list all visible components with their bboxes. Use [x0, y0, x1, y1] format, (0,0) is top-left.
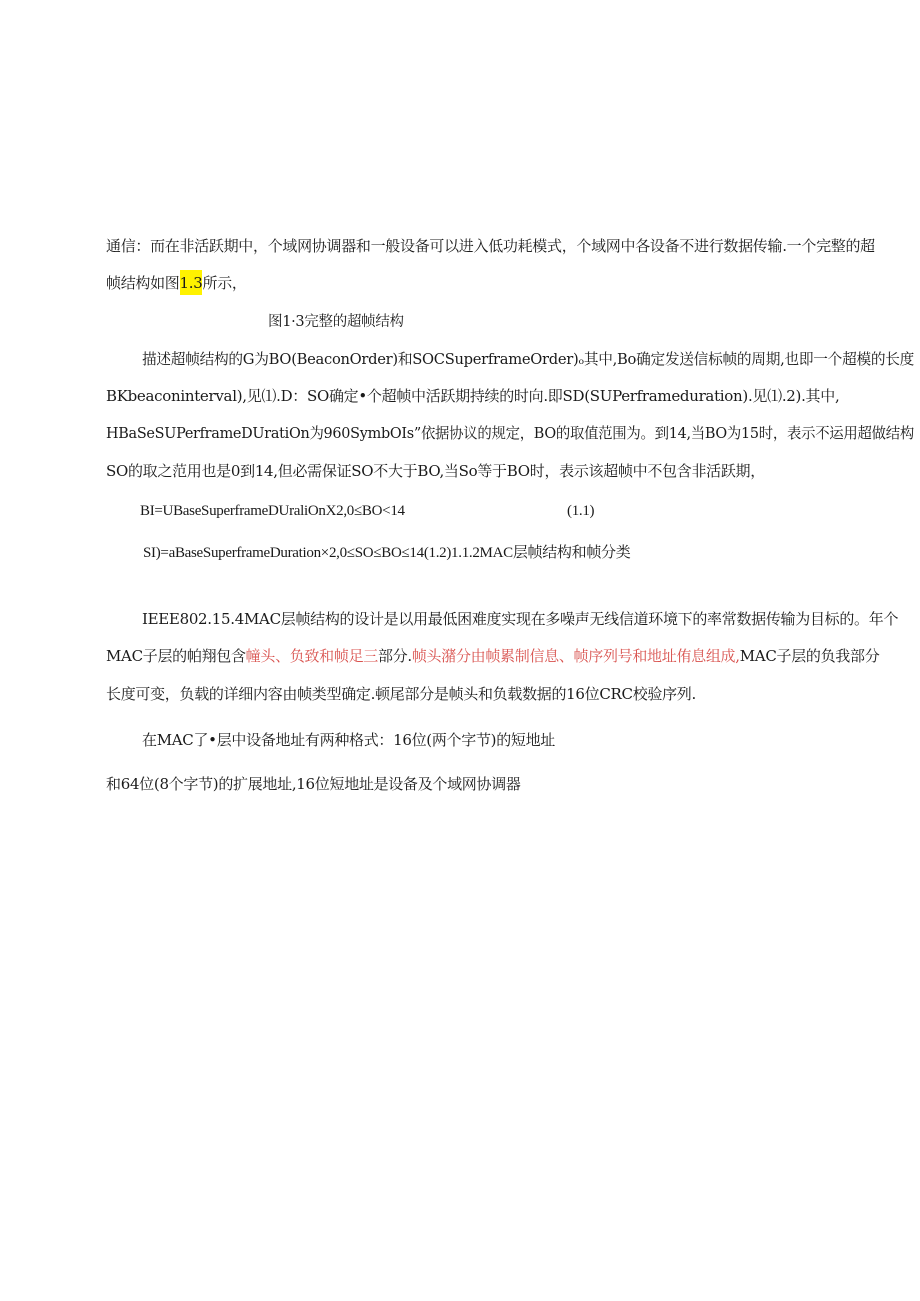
paragraph-2-line-3 — [106, 423, 914, 443]
paragraph-2-line-1 — [142, 349, 914, 369]
formula-1-text: BI=UBaseSuperframeDUraliOnX2,0≤BO<14 — [140, 503, 405, 519]
red-text-frame-parts: 幢头、负致和帧足三 — [245, 647, 378, 665]
paragraph-3-line-3 — [106, 684, 696, 704]
paragraph-3-line-2-start: MAC子层的帕翔包含 — [106, 647, 246, 665]
paragraph-2-line-3-text: HBaSeSUPerframeDUratiOn为960SymbOIs”依据协议的规定，BO的取值范围为。到14,当BO为15时，表示不运用超做结构 — [106, 424, 914, 442]
paragraph-3-line-2-middle: 部分. — [377, 647, 412, 665]
paragraph-4-line-2-text: 和64位(8个字节)的扩展地址,16位短地址是设备及个域网协调器 — [106, 775, 521, 793]
paragraph-2-line-4-text: SO的取之范用也是0到14,但必需保证SO不大于BO,当So等于BO时，表示该超帧中不包含非活跃期， — [106, 462, 765, 480]
paragraph-3-line-3-text: 长度可变，负载的详细内容由帧类型确定.顿尾部分是帧头和负载数据的16位CRC校验序列. — [106, 685, 696, 703]
paragraph-4-line-2 — [106, 774, 521, 794]
paragraph-2-line-2-text: BKbeaconinterval),见⑴.D：SO确定•个超帧中活跃期持续的时向.即SD(SUPerframeduration).见⑴.2).其中, — [106, 387, 840, 405]
paragraph-1-line-1-text: 通信：而在非活跃期中，个域网协调器和一般设备可以进入低功耗模式，个域网中各设备不进行数据传输.一个完整的超 — [106, 237, 875, 255]
formula-2-text: SI)=aBaseSuperframeDuration×2,0≤SO≤BO≤14(1.2)1.1.2MAC层帧结构和帧分类 — [143, 545, 631, 561]
figure-caption-text: 图1·3完整的超帧结构 — [268, 314, 404, 330]
paragraph-1-line-2-start: 帧结构如图 — [106, 274, 180, 292]
paragraph-3-line-2 — [106, 646, 879, 666]
paragraph-1-line-1 — [106, 236, 875, 256]
paragraph-3-line-1 — [142, 609, 898, 629]
formula-1-number-text: (1.1) — [567, 503, 595, 519]
paragraph-4-line-1-text: 在MAC了•层中设备地址有两种格式：16位(两个字节)的短地址 — [142, 731, 556, 749]
paragraph-1-line-2-end: 所示， — [202, 274, 247, 292]
formula-1 — [140, 501, 405, 521]
paragraph-2-line-1-text: 描述超帧结构的G为BO(BeaconOrder)和SOCSuperframeOrder)ₒ其中,Bo确定发送信标帧的周期,也即一个超模的长度 — [142, 350, 915, 368]
paragraph-1-line-2 — [106, 273, 247, 293]
paragraph-3-line-2-end: MAC子层的负我部分 — [739, 647, 880, 665]
paragraph-2-line-2 — [106, 386, 839, 406]
formula-2 — [143, 543, 630, 563]
paragraph-4-line-1 — [142, 730, 555, 750]
figure-caption — [268, 312, 404, 332]
highlighted-figure-reference: 1.3 — [180, 270, 203, 295]
red-text-frame-header: 帧头潴分由帧累制信息、帧序列号和地址侑息组成, — [411, 647, 740, 665]
formula-1-number — [567, 501, 594, 521]
paragraph-3-line-1-text: IEEE802.15.4MAC层帧结构的设计是以用最低困难度实现在多噪声无线信道环境下的率常数据传输为目标的。年个 — [142, 610, 899, 628]
paragraph-2-line-4 — [106, 461, 765, 481]
